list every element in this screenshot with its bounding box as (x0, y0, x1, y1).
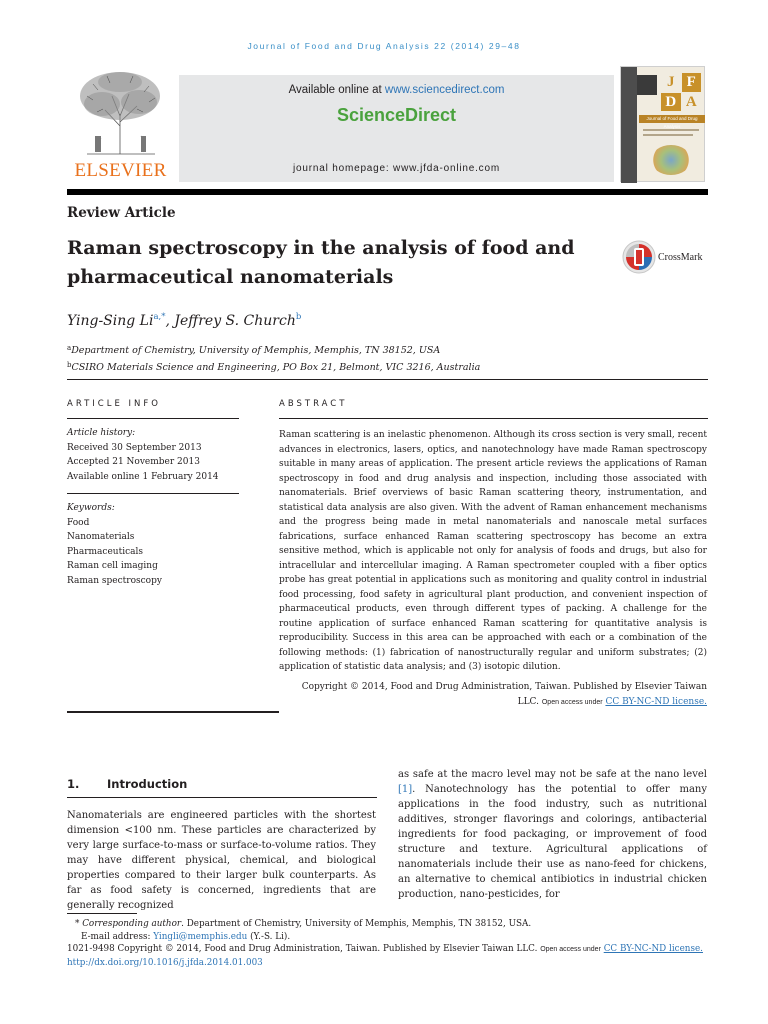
open-access-label: Open access under (541, 698, 603, 706)
cover-letter-j: J (667, 74, 675, 90)
author-affiliation-marker[interactable]: a,* (153, 312, 166, 322)
issn-text: 1021-9498 Copyright © 2014, Food and Drug Administration, Taiwan. Published by Elsevier Taiwan LLC. (67, 944, 538, 955)
abstract-heading: ABSTRACT (279, 399, 348, 409)
open-access-label: Open access under (540, 946, 601, 954)
affiliation-b (67, 358, 480, 375)
email-note (67, 931, 717, 944)
keywords-label: Keywords: (67, 503, 115, 513)
crossmark-badge[interactable] (622, 240, 722, 276)
abstract-text: Raman scattering is an inelastic phenomenon. Although its cross section is very small, recent advances in electronics, lasers, optics, and nanotechnology have made Raman spectroscopy suitable in many areas of application. The present article reviews the applications of Raman spectroscopy in food and drug analysis and inspection, including those associated with nanomaterials. Brief overviews of basic Raman scattering theory, instrumentation, and statistical data analysis are also given. With the advent of Raman enhancement mechanisms and the progress being made in metal nanomaterials and nanoscale metal surfaces fabrications, surface enhanced Raman scattering spectroscopy has become an extra sensitive method, which is applicable not only for analysis of foods and drugs, but also for intracellular and intercellular imaging. A Raman spectrometer coupled with a fiber optics probe has great potential in applications such as monitoring and quality control in industrial food processing, food safety in agricultural plant production, and convenient inspection of pharmaceutical products, even through different types of packing. A challenge for the routine application of surface enhanced Raman scattering for quantitative analysis is reproducibility. Success in this area can be approached with each or a combination of the following methods: (1) fabrication of nanostructurally regular and uniform substrates; (2) application of statistic data analysis; and (3) isotopic dilution. (279, 430, 707, 672)
article-info-heading: ARTICLE INFO (67, 399, 161, 409)
affiliation-marker: b (67, 361, 72, 369)
affiliation-marker: a (67, 344, 72, 352)
cc-license-link[interactable]: CC BY-NC-ND license. (603, 944, 703, 955)
footnotes (67, 918, 717, 970)
author-name[interactable]: Jeffrey S. Church (174, 313, 296, 329)
keyword: Raman cell imaging (67, 561, 158, 572)
cover-letter-d: D (661, 93, 681, 112)
article-title: Raman spectroscopy in the analysis of food and pharmaceutical nanomaterials (67, 237, 575, 288)
divider (67, 797, 377, 798)
available-online (179, 84, 614, 96)
history-accepted: Accepted 21 November 2013 (67, 457, 200, 468)
journal-citation: Journal of Food and Drug Analysis 22 (2014) 29–48 (247, 41, 521, 51)
elsevier-logo (67, 66, 174, 182)
available-prefix: Available online at (288, 84, 385, 96)
issn-line (67, 943, 717, 957)
section-heading-introduction (67, 777, 187, 791)
elsevier-wordmark: ELSEVIER (74, 160, 167, 181)
intro-column-2 (398, 767, 707, 902)
sciencedirect-logo: ScienceDirect (336, 105, 457, 125)
reference-link[interactable]: [1] (398, 784, 413, 795)
sciencedirect-box (179, 75, 614, 182)
author-list (67, 312, 301, 329)
keyword: Pharmaceuticals (67, 546, 143, 557)
abstract-copyright (279, 680, 707, 710)
keywords (67, 501, 257, 589)
email-label: E-mail address: (81, 931, 154, 942)
cover-title: Journal of Food and Drug Analysis (639, 115, 705, 123)
history-online: Available online 1 February 2014 (67, 471, 219, 482)
affiliation-text: CSIRO Materials Science and Engineering, PO Box 21, Belmont, VIC 3216, Australia (71, 362, 481, 373)
affiliations (67, 341, 480, 375)
divider (67, 493, 239, 494)
footnote-text: . Department of Chemistry, University of Memphis, Memphis, TN 38152, USA. (181, 919, 532, 929)
affiliation-text: Department of Chemistry, University of Memphis, Memphis, TN 38152, USA (71, 345, 441, 356)
elsevier-tree-icon (67, 66, 174, 160)
affiliation-a (67, 341, 480, 358)
cc-license-link[interactable]: CC BY-NC-ND license. (605, 696, 707, 707)
cover-letter-f: F (682, 73, 702, 92)
author-affiliation-marker[interactable]: b (295, 312, 302, 322)
article-history (67, 426, 257, 484)
publisher-banner (67, 66, 708, 182)
intro-col2-rest: . Nanotechnology has the potential to offer many applications in the food industry, such as nutritional additives, stronger flavorings and colorings, antibacterial ingredients for food packaging, or improvement of food structure and texture. Agricultural applications of nanomaterials include their use as nano-feed for chickens, an alternative to chemical antibiotics in industrial chicken production, nano-pesticides, for (398, 784, 707, 900)
email-link[interactable]: Yingli@memphis.edu (153, 931, 248, 942)
intro-col2-start: as safe at the macro level may not be safe at the nano level (398, 769, 707, 780)
journal-homepage: journal homepage: www.jfda-online.com (293, 163, 500, 174)
divider (67, 379, 708, 380)
journal-cover (620, 66, 705, 182)
crossmark-icon (622, 240, 656, 274)
keyword: Raman spectroscopy (67, 575, 162, 586)
section-title: Introduction (107, 777, 188, 791)
section-number: 1. (67, 777, 80, 791)
divider (67, 711, 279, 713)
cover-letter-a: A (685, 93, 697, 110)
email-suffix: (Y.-S. Li). (247, 931, 291, 942)
intro-column-1: Nanomaterials are engineered particles with the shortest dimension <100 nm. These particles are characterized by very large surface-to-mass or surface-to-volume ratios. They may have different physical, chemical, and biological properties compared to their larger bulk counterparts. As far as food safety is concerned, ingredients that are generally recognized (67, 810, 376, 911)
copyright-text: Copyright © 2014, Food and Drug Administration, Taiwan. Published by Elsevier Taiwan LLC. (301, 682, 707, 707)
history-received: Received 30 September 2013 (67, 442, 202, 453)
corresponding-author-note (67, 918, 717, 931)
divider (279, 418, 708, 419)
author-name[interactable]: Ying-Sing Li (67, 313, 154, 329)
doi-link[interactable]: http://dx.doi.org/10.1016/j.jfda.2014.01.003 (67, 958, 263, 969)
keyword: Nanomaterials (67, 532, 135, 543)
author-separator: , (165, 313, 175, 329)
footnote-rule (67, 913, 137, 914)
footnote-label: Corresponding author (82, 919, 182, 929)
header-rule (67, 189, 708, 195)
divider (67, 418, 239, 419)
article-type: Review Article (67, 205, 176, 221)
history-label: Article history: (67, 428, 136, 438)
crossmark-label: CrossMark (658, 252, 703, 263)
keyword: Food (67, 517, 90, 528)
footnote-star: * (75, 919, 80, 929)
sciencedirect-link[interactable]: www.sciencedirect.com (384, 84, 505, 96)
